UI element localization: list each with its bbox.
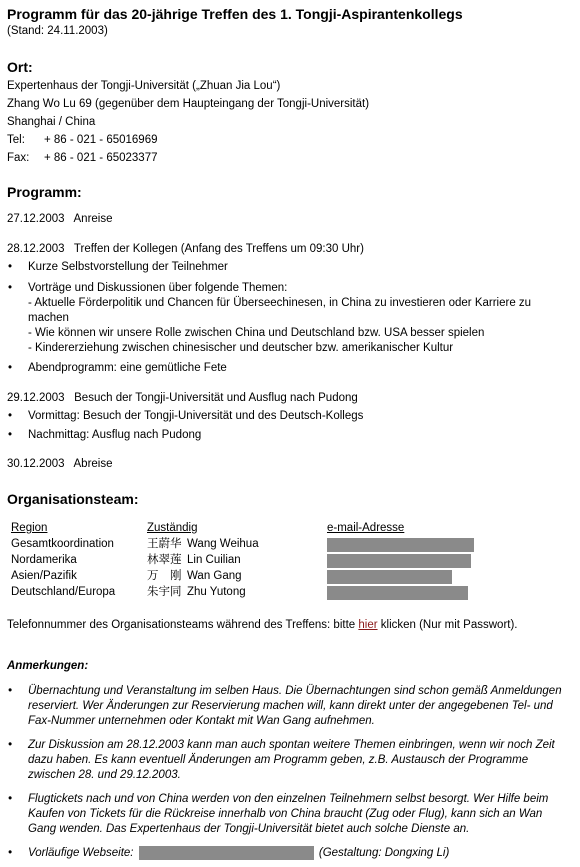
- table-row-region: Gesamtkoordination: [11, 538, 114, 550]
- phone-note-text: Telefonnummer des Organisationsteams während des Treffens: bitte: [7, 619, 359, 631]
- website-credit: (Gestaltung: Dongxing Li): [318, 847, 450, 859]
- phone-link[interactable]: hier: [358, 619, 378, 631]
- fax-number: + 86 - 021 - 65023377: [44, 152, 158, 164]
- phone-note-text-end: klicken (Nur mit Passwort).: [377, 619, 518, 631]
- redacted-website-bar[interactable]: [139, 846, 314, 860]
- table-row-chinese-name: 王蔚华: [147, 538, 182, 550]
- sub-item: - Kindererziehung zwischen chinesischer und deutscher bzw. amerikanischer Kultur: [28, 342, 454, 354]
- programm-day-1: 27.12.2003 Anreise: [7, 213, 113, 225]
- table-row-region: Nordamerika: [11, 554, 77, 566]
- table-row-name: Wang Weihua: [187, 538, 259, 550]
- stand-date: (Stand: 24.11.2003): [7, 25, 108, 37]
- phone-note: [7, 618, 573, 633]
- ort-line-1: Expertenhaus der Tongji-Universität („Zhuan Jia Lou“): [7, 80, 281, 92]
- col-zustaendig-header: Zuständig: [147, 522, 198, 534]
- programm-heading: Programm:: [7, 184, 82, 200]
- fax-row: [7, 151, 573, 166]
- table-row-name: Lin Cuilian: [187, 554, 241, 566]
- note-item-website: [7, 846, 573, 861]
- list-item: • Vormittag: Besuch der Tongji-Universität und des Deutsch-Kollegs: [7, 409, 573, 424]
- table-row-region: Asien/Pazifik: [11, 570, 77, 582]
- redacted-email-bar: [327, 538, 474, 552]
- list-item: [7, 281, 573, 356]
- day-2-list: [7, 260, 573, 376]
- ort-block: [7, 79, 573, 166]
- team-heading: Organisationsteam:: [7, 491, 139, 507]
- redacted-email-bar: [327, 586, 468, 600]
- team-table: [11, 521, 573, 600]
- programm-day-4: 30.12.2003 Abreise: [7, 458, 113, 470]
- anmerkungen-list: [7, 684, 573, 861]
- list-item-text: • Vorträge und Diskussionen über folgende Themen:: [28, 282, 288, 294]
- tel-number: + 86 - 021 - 65016969: [44, 134, 158, 146]
- table-row-chinese-name: 万 刚: [147, 570, 182, 582]
- tel-label: Tel:: [7, 134, 25, 146]
- sub-item: - Wie können wir unsere Rolle zwischen China und Deutschland bzw. USA besser spielen: [28, 327, 485, 339]
- table-row-name: Zhu Yutong: [187, 586, 246, 598]
- page-title: Programm für das 20-jährige Treffen des 1. Tongji-Aspirantenkollegs: [7, 6, 463, 22]
- redacted-email-bar: [327, 554, 471, 568]
- note-item: • Übernachtung und Veranstaltung im selben Haus. Die Übernachtungen sind schon gemäß Anmeldungen reserviert. Wer Änderungen zur Reservierung machen will, kann direkt unter der angegebenen Tel- und Fax-Nummer unternehmen oder Kontakt mit Wan Gang aufnehmen.: [7, 684, 573, 729]
- ort-line-3: Shanghai / China: [7, 116, 96, 128]
- day-3-list: [7, 409, 573, 443]
- ort-heading: Ort:: [7, 59, 33, 75]
- list-item: • Kurze Selbstvorstellung der Teilnehmer: [7, 260, 573, 275]
- note-item: • Zur Diskussion am 28.12.2003 kann man auch spontan weitere Themen einbringen, wenn wir noch Zeit dazu haben. Es kann eventuell Änderungen am Programm geben, z.B. Austausch der Programme zwischen 28. und 29.12.2003.: [7, 738, 573, 783]
- ort-line-2: Zhang Wo Lu 69 (gegenüber dem Haupteingang der Tongji-Universität): [7, 98, 370, 110]
- programm-day-3: 29.12.2003 Besuch der Tongji-Universität und Ausflug nach Pudong: [7, 392, 358, 404]
- tel-row: [7, 133, 573, 148]
- col-email-header: e-mail-Adresse: [327, 522, 405, 534]
- table-row-chinese-name: 林翠莲: [147, 554, 182, 566]
- table-row-name: Wan Gang: [187, 570, 242, 582]
- sub-item: - Aktuelle Förderpolitik und Chancen für Überseechinesen, in China zu investieren oder Karriere zu machen: [28, 297, 532, 324]
- website-label: Vorläufige Webseite:: [28, 847, 134, 859]
- table-row-chinese-name: 朱宇同: [147, 586, 182, 598]
- note-item: • Flugtickets nach und von China werden von den einzelnen Teilnehmern selbst besorgt. Wer Hilfe beim Kaufen von Tickets für die Rückreise innerhalb von China braucht (Zug oder Flug), kann sich an Wan Gang wenden. Das Expertenhaus der Tongji-Universität bietet auch solche Dienste an.: [7, 792, 573, 837]
- fax-label: Fax:: [7, 152, 30, 164]
- programm-day-2: 28.12.2003 Treffen der Kollegen (Anfang des Treffens um 09:30 Uhr): [7, 243, 364, 255]
- anmerkungen-heading: Anmerkungen:: [7, 660, 89, 672]
- document-page: [7, 6, 573, 861]
- table-row-region: Deutschland/Europa: [11, 586, 116, 598]
- list-item: • Abendprogramm: eine gemütliche Fete: [7, 361, 573, 376]
- list-item: • Nachmittag: Ausflug nach Pudong: [7, 428, 573, 443]
- col-region-header: Region: [11, 522, 48, 534]
- redacted-email-bar: [327, 570, 452, 584]
